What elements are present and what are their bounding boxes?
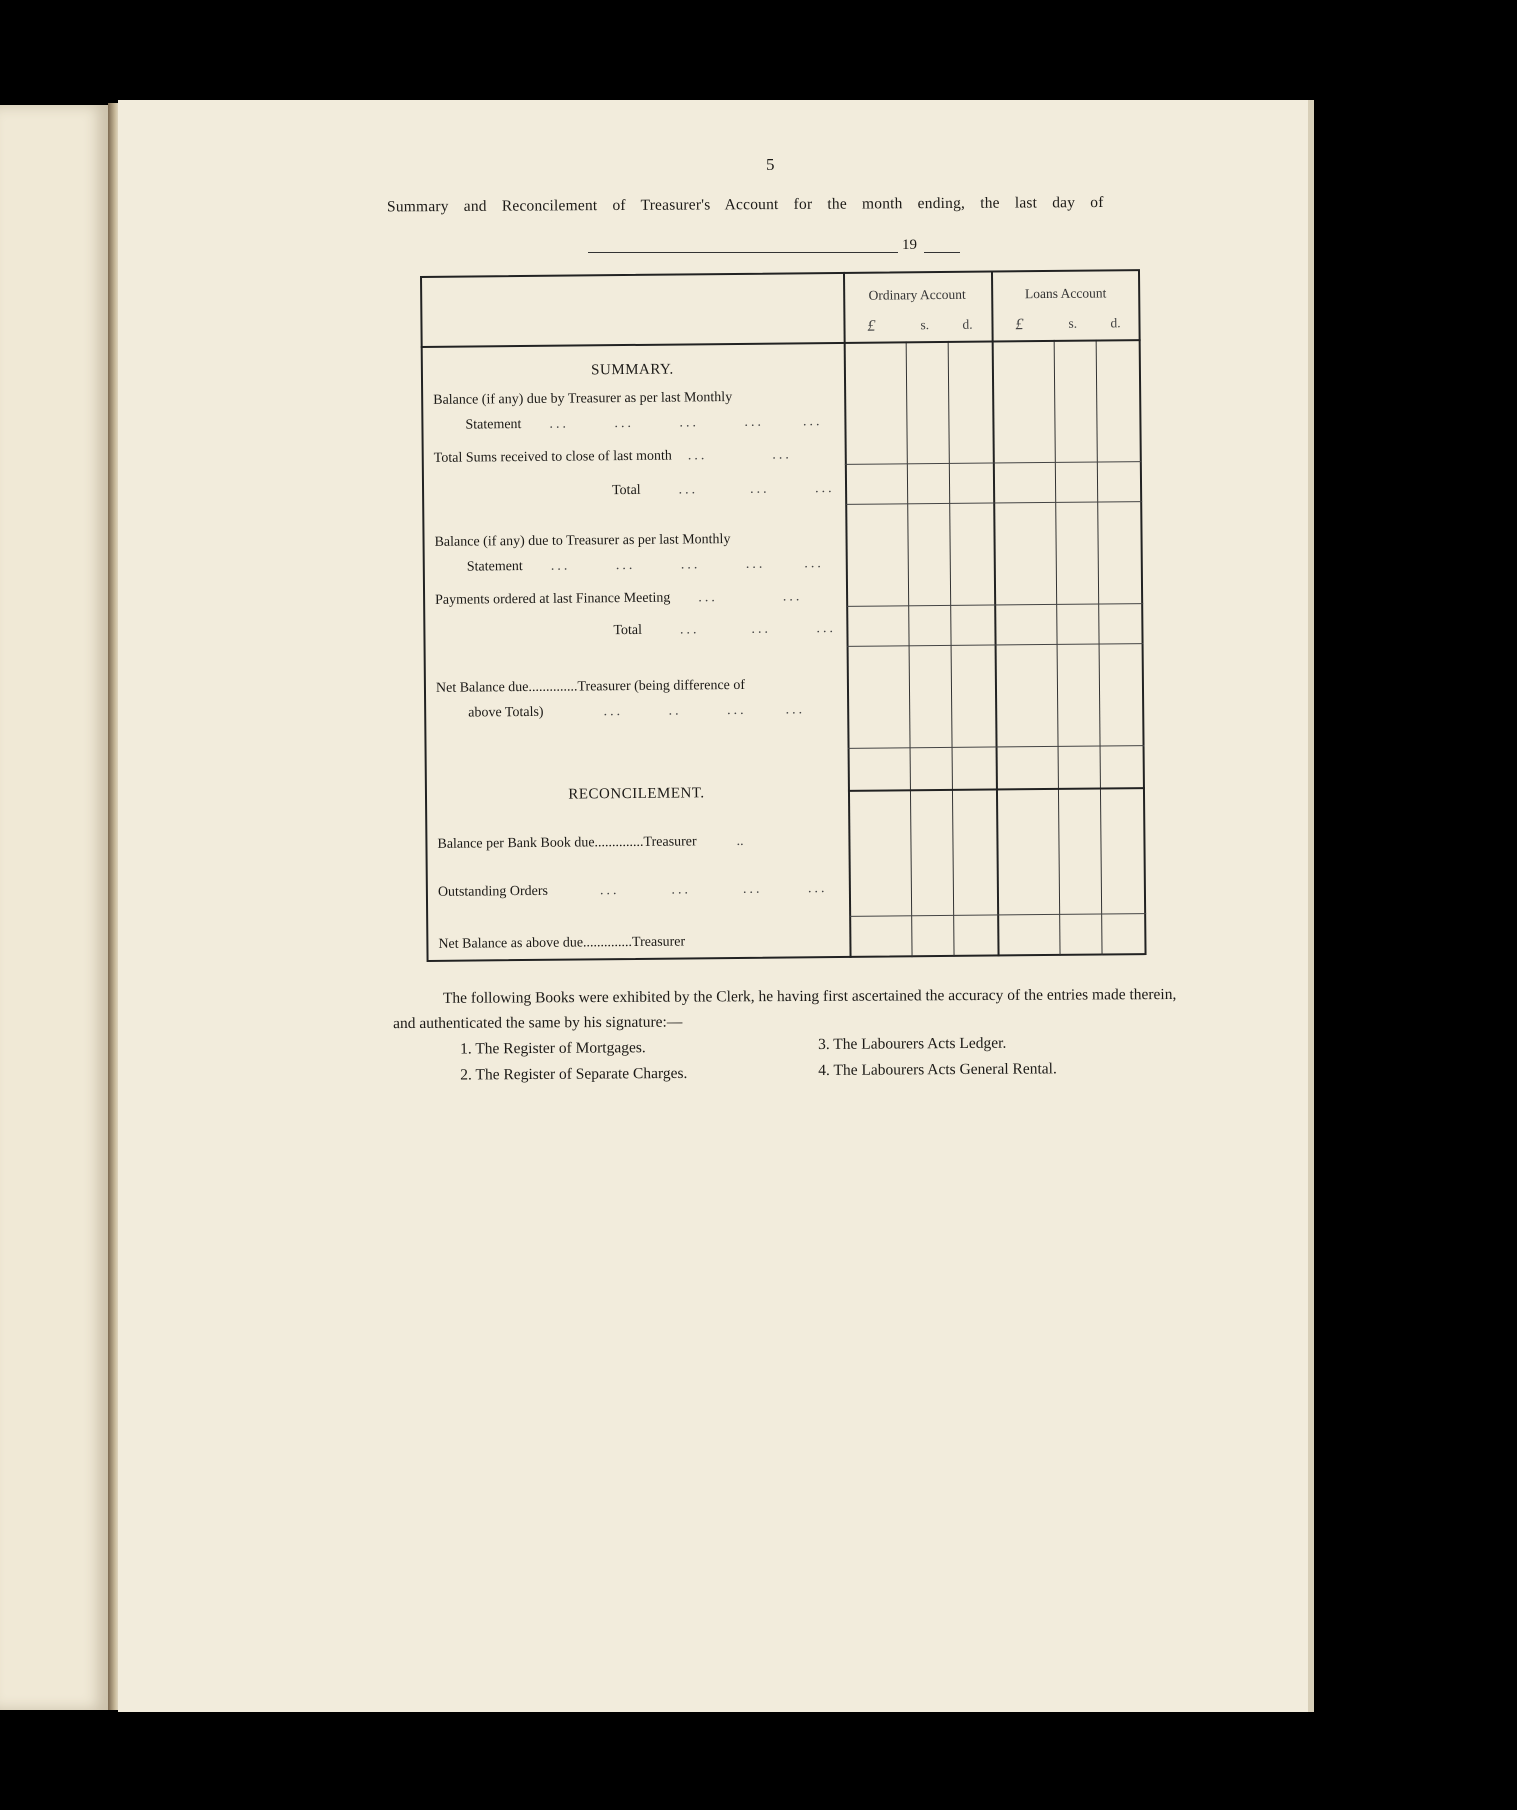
leader-dots: ... ... ... (678, 481, 835, 498)
shillings-label: s. (920, 317, 930, 333)
row-text: Total (611, 482, 641, 499)
pound-label: £ (867, 317, 876, 335)
list-item: 4. The Labourers Acts General Rental. (818, 1060, 1057, 1080)
balance-due-to-row (434, 526, 839, 580)
row-text: Balance (if any) due by Treasurer as per last Monthly (433, 390, 733, 408)
list-item: 1. The Register of Mortgages. (460, 1039, 646, 1058)
row-text: Total Sums received to close of last month (433, 448, 672, 466)
books-paragraph (393, 982, 1193, 1036)
pence-label: d. (962, 316, 973, 332)
ordinary-account-header: Ordinary Account (868, 286, 966, 303)
paragraph-text: The following Books were exhibited by the Clerk, he having first ascertained the accuracy of the entries made therein, and authenticated the same by his signature:— (393, 985, 1177, 1033)
row-text-continued (433, 409, 838, 438)
total-row (612, 476, 842, 503)
list-item: 3. The Labourers Acts Ledger. (817, 1034, 1007, 1054)
row-text: Balance (if any) due to Treasurer as per last Monthly (434, 532, 731, 550)
reconcilement-title: RECONCILEMENT. (568, 785, 705, 803)
row-text: Payments ordered at last Finance Meeting (435, 590, 671, 608)
net-balance-above-row (438, 928, 843, 957)
balance-due-by-row (433, 384, 838, 438)
row-text: Total (613, 622, 643, 639)
leader-dots: ... ... (698, 589, 803, 606)
facing-page (0, 105, 108, 1710)
list-item: 2. The Register of Separate Charges. (460, 1064, 688, 1084)
leader-dots: .. (736, 833, 744, 849)
row-text: Net Balance as above due..............Treasurer (438, 934, 686, 952)
outstanding-orders-row (438, 876, 843, 905)
leader-dots: ... ... ... ... ... (549, 414, 823, 432)
page-number: 5 (766, 155, 775, 174)
row-text-continued (435, 551, 840, 580)
row-text: Balance per Bank Book due..............Treasurer (437, 834, 697, 852)
row-text: above Totals) (468, 704, 544, 721)
row-text: Statement (466, 559, 523, 575)
row-text: Net Balance due..............Treasurer (being difference of (435, 677, 746, 696)
account-table (420, 269, 1151, 966)
payments-row (435, 584, 840, 613)
row-text-continued (436, 697, 841, 726)
form-heading: Summary and Reconcilement of Treasurer's Account for the month ending, the last day of (386, 194, 1104, 216)
loans-account-header: Loans Account (1024, 285, 1107, 302)
year-prefix: 19 (902, 237, 917, 253)
leader-dots: ... ... (687, 447, 792, 464)
shillings-label: s. (1068, 315, 1078, 331)
total-row (613, 616, 843, 643)
pence-label: d. (1110, 315, 1121, 331)
summary-title: SUMMARY. (591, 361, 674, 379)
year-blank-rule (924, 252, 960, 253)
leader-dots: ... ... ... ... (599, 881, 828, 899)
date-blank-rule (588, 252, 898, 253)
pound-label: £ (1015, 316, 1024, 334)
bank-book-row (437, 828, 842, 857)
net-balance-row (436, 672, 841, 726)
page-edge (1308, 100, 1314, 1712)
date-line (588, 232, 968, 254)
leader-dots: ... .. ... ... (603, 702, 806, 720)
row-text: Statement (465, 417, 522, 433)
total-sums-row (434, 442, 839, 471)
row-text: Outstanding Orders (437, 883, 549, 900)
leader-dots: ... ... ... ... ... (550, 556, 824, 574)
leader-dots: ... ... ... (679, 621, 837, 638)
